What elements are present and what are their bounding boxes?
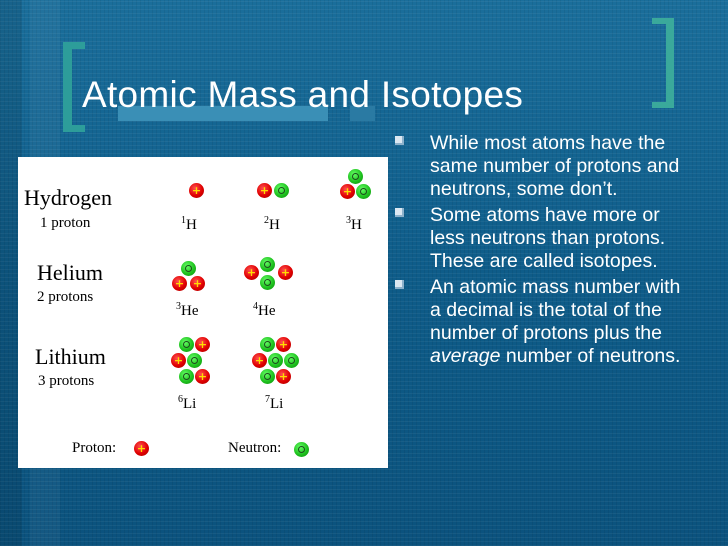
element-name: Hydrogen — [24, 185, 112, 210]
right-bracket-decoration — [652, 18, 674, 108]
bullet-item — [393, 132, 693, 201]
isotope-label: $^2$H — [264, 215, 280, 233]
bullet-text: While most atoms have the same number of protons and neutrons, some don’t. — [430, 132, 680, 200]
emphasis-text: average — [430, 345, 501, 367]
legend-neutron-icon — [294, 442, 309, 457]
legend-proton-icon: + — [134, 441, 149, 456]
isotope-label: $^1$H — [181, 215, 197, 233]
isotope-figure: Hydrogen 1 proton Helium 2 protons Lithium 3 protons + + + $^1$H $^2$H $^3$H + + + + $^3$He $^4$He + + + + + + $^6$Li $^7$Li Proton: + Neutron: — [18, 157, 388, 468]
isotope-label: $^3$H — [346, 215, 362, 233]
isotope-label: $^4$He — [253, 301, 276, 319]
element-protons: 1 proton — [40, 215, 91, 231]
square-bullet-icon — [395, 280, 404, 289]
legend-neutron-label: Neutron: — [228, 440, 282, 456]
bullet-text: Some atoms have more or less neutrons than protons. These are called isotopes. — [430, 204, 666, 272]
bullet-text: An atomic mass number with a decimal is the total of the number of protons plus the average number of neutrons. — [430, 276, 681, 367]
element-name: Lithium — [35, 344, 106, 369]
legend-proton-label: Proton: — [72, 440, 117, 456]
element-protons: 2 protons — [37, 289, 94, 305]
element-name: Helium — [37, 260, 103, 285]
isotope-label: $^3$He — [176, 301, 199, 319]
square-bullet-icon — [395, 208, 404, 217]
bullet-item — [393, 276, 693, 368]
isotope-label: $^7$Li — [265, 394, 284, 412]
isotope-label: $^6$Li — [178, 394, 197, 412]
bullet-item — [393, 204, 693, 273]
bullet-list — [393, 132, 693, 371]
square-bullet-icon — [395, 136, 404, 145]
element-protons: 3 protons — [38, 373, 95, 389]
slide-title: Atomic Mass and Isotopes — [82, 74, 524, 115]
